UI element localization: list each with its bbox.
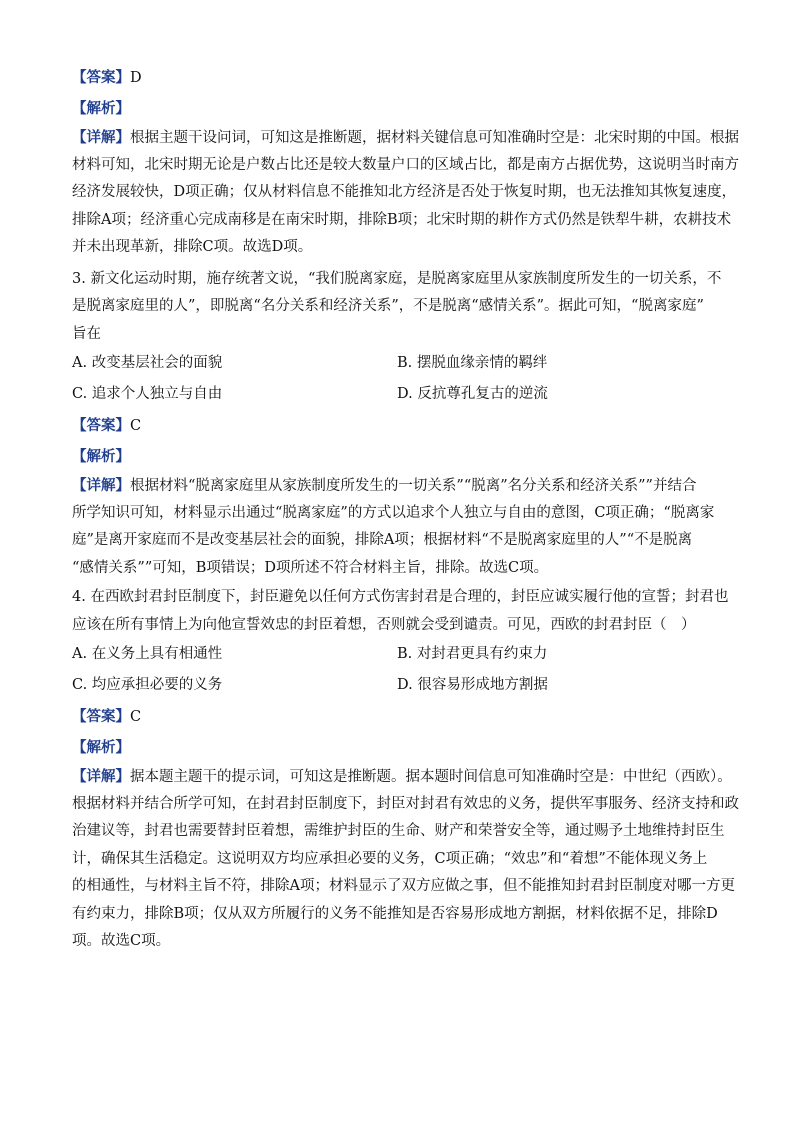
answer-value: C — [130, 709, 142, 725]
options-row — [72, 670, 722, 701]
detail-line — [72, 472, 722, 500]
answer-tag: 【答案】 — [72, 69, 130, 86]
question-stem-line: 3. 新文化运动时期，施存统著文说，“我们脱离家庭，是脱离家庭里从家族制度所发生的一切关系，不 — [72, 270, 722, 287]
detail-line: 材料可知，北宋时期无论是户数占比还是较大数量户口的区域占比，都是南方占据优势，这说明当时南方 — [72, 156, 739, 173]
analysis-heading — [72, 441, 722, 472]
detail-line: 的相通性，与材料主旨不符，排除A项；材料显示了双方应做之事，但不能推知封君封臣制度对哪一方更 — [72, 878, 735, 894]
analysis-tag: 【解析】 — [72, 448, 130, 465]
detail-line: 所学知识可知，材料显示出通过“脱离家庭”的方式以追求个人独立与自由的意图，C项正确；“脱离家 — [72, 504, 715, 521]
detail-line: 有约束力，排除B项；仅从双方所履行的义务不能推知是否容易形成地方割据，材料依据不足，排除D — [72, 905, 718, 922]
detail-line: 经济发展较快，D项正确；仅从材料信息不能推知北方经济是否处于恢复时期，也无法推知其恢复速度， — [72, 184, 737, 200]
detail-line: 排除A项；经济重心完成南移是在南宋时期，排除B项；北宋时期的耕作方式仍然是铁犁牛耕，农耕技术 — [72, 211, 732, 228]
analysis-tag: 【解析】 — [72, 739, 130, 756]
detail-text: 据本题主题干的提示词，可知这是推断题。据本题时间信息可知准确时空是：中世纪（西欧）。 — [130, 769, 732, 785]
question-stem-line: 是脱离家庭里的人”，即脱离“名分关系和经济关系”，不是脱离“感情关系”。据此可知，“脱离家庭” — [72, 298, 704, 314]
options-row — [72, 639, 722, 670]
option-c: C. 均应承担必要的义务 — [72, 676, 223, 693]
analysis-heading — [72, 93, 722, 124]
option-c: C. 追求个人独立与自由 — [72, 385, 223, 402]
detail-line: 根据材料并结合所学可知，在封君封臣制度下，封臣对封君有效忠的义务，提供军事服务、经济支持和政 — [72, 795, 739, 812]
detail-line — [72, 124, 739, 152]
answer-value: D — [130, 70, 142, 86]
answer-value: C — [130, 418, 142, 434]
answer-tag: 【答案】 — [72, 417, 130, 434]
options-row — [72, 379, 722, 410]
question-stem-line: 4. 在西欧封君封臣制度下，封臣避免以任何方式伤害封君是合理的，封臣应诚实履行他的宣誓；封君也 — [72, 589, 729, 605]
option-b: B. 摆脱血缘亲情的羁绊 — [397, 354, 548, 371]
detail-text: 根据主题干设问词，可知这是推断题，据材料关键信息可知准确时空是：北宋时期的中国。根据 — [130, 130, 739, 146]
detail-line: “感情关系””可知，B项错误；D项所述不符合材料主旨，排除。故选C项。 — [72, 559, 549, 576]
analysis-heading — [72, 732, 722, 763]
detail-tag: 【详解】 — [72, 477, 130, 494]
detail-tag: 【详解】 — [72, 768, 130, 785]
question-stem-line: 旨在 — [72, 325, 101, 342]
detail-line — [72, 763, 732, 791]
option-a: A. 在义务上具有相通性 — [72, 645, 223, 662]
option-d: D. 反抗尊孔复古的逆流 — [397, 385, 548, 402]
options-row — [72, 348, 722, 379]
detail-line: 项。故选C项。 — [72, 933, 171, 949]
answer-line — [72, 701, 722, 732]
analysis-tag: 【解析】 — [72, 100, 130, 117]
option-d: D. 很容易形成地方割据 — [397, 676, 548, 693]
document-page — [72, 62, 739, 956]
answer-line — [72, 62, 722, 93]
detail-tag: 【详解】 — [72, 129, 130, 146]
detail-line: 庭”是离开家庭而不是改变基层社会的面貌，排除A项；根据材料“不是脱离家庭里的人”“不是脱离 — [72, 532, 693, 548]
detail-text: 根据材料“脱离家庭里从家族制度所发生的一切关系”“脱离”名分关系和经济关系””并结合 — [130, 478, 697, 494]
detail-line: 治建议等，封君也需要替封臣着想，需维护封臣的生命、财产和荣誉安全等，通过赐予土地维持封臣生 — [72, 823, 725, 839]
question-stem-line: 应该在所有事情上为向他宣誓效忠的封臣着想，否则就会受到谴责。可见，西欧的封君封臣（ ） — [72, 616, 696, 633]
detail-line: 计，确保其生活稳定。这说明双方均应承担必要的义务，C项正确；“效忠”和“着想”不能体现义务上 — [72, 850, 708, 867]
answer-tag: 【答案】 — [72, 708, 130, 725]
option-b: B. 对封君更具有约束力 — [397, 645, 548, 662]
detail-line: 并未出现革新，排除C项。故选D项。 — [72, 239, 313, 255]
option-a: A. 改变基层社会的面貌 — [72, 354, 223, 371]
answer-line — [72, 410, 722, 441]
